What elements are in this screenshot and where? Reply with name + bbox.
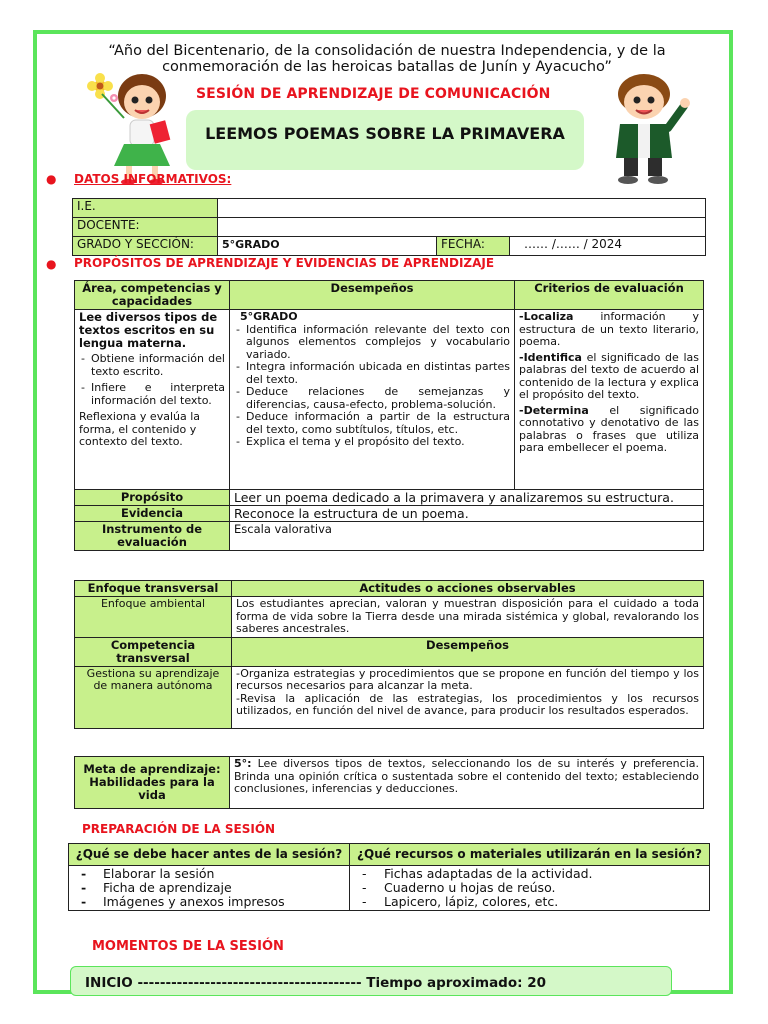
section-momentos: MOMENTOS DE LA SESIÓN [92,939,284,954]
reflexiona-text: Reflexiona y evalúa la forma, el contenido y contexto del texto. [79,410,201,448]
fecha-value: …… /…… / 2024 [510,237,706,256]
grado-label: GRADO Y SECCIÓN: [73,237,218,256]
recurso-item-label: Lapicero, lápiz, colores, etc. [384,894,559,909]
antes-item-label: Imágenes y anexos impresos [103,894,285,909]
criterio-text: el significado connotativo y denotativo de las palabras o frases que utiliza para embellecer el poema. [519,403,699,454]
topic-title: LEEMOS POEMAS SOBRE LA PRIMAVERA [205,124,565,143]
ie-label: I.E. [73,199,218,218]
meta-text: Lee diversos tipos de textos, seleccionando los de su interés y preferencia. Brinda una opinión crítica o sustentada sobre el contenido del texto; estableciendo conclusiones, inferencias y deducciones. [234,757,699,795]
year-motto: “Año del Bicentenario, de la consolidación de nuestra Independencia, y de la conmemoración de las heroicas batallas de Junín y Ayacucho” [108,43,666,75]
docente-label: DOCENTE: [73,218,218,237]
header-antes: ¿Qué se debe hacer antes de la sesión? [69,844,350,866]
desempeno-item: - Identifica información relevante del texto con algunos elementos complejos y vocabulario variado. [246,324,510,362]
proposito-value: Leer un poema dedicado a la primavera y analizaremos su estructura. [230,490,704,506]
header-actitudes: Actitudes o acciones observables [232,581,704,597]
enfoque-table [74,580,704,729]
header-enfoque: Enfoque transversal [75,581,232,597]
meta-grade: 5°: [234,757,252,770]
criterio-text: información y estructura de un texto literario, poema. [519,310,699,348]
desempeno-item: - Explica el tema y el propósito del texto. [246,436,510,449]
recurso-item: - Fichas adaptadas de la actividad. [362,866,593,881]
recurso-item-label: Cuaderno u hojas de reúso. [384,880,556,895]
instrumento-label: Instrumento de evaluación [75,522,230,551]
purpose-table [74,280,704,551]
competencia-transversal-value: Gestiona su aprendizaje de manera autónoma [75,666,232,728]
header-competencia-transversal: Competencia transversal [75,637,232,666]
inicio-text: INICIO ---------------------------------------- Tiempo aproximado: 20 [85,975,547,991]
header-recursos: ¿Qué recursos o materiales utilizarán en la sesión? [350,844,710,866]
fecha-label: FECHA: [437,237,510,256]
girl-illustration [80,66,192,186]
antes-item: - Ficha de aprendizaje [81,880,232,895]
grado-value: 5°GRADO [218,237,437,256]
recurso-item: - Cuaderno u hojas de reúso. [362,880,556,895]
competencia-text: Lee diversos tipos de textos escritos en su lengua materna. [79,310,218,350]
antes-item: - Imágenes y anexos impresos [81,894,285,909]
enfoque-value: Enfoque ambiental [75,597,232,638]
antes-item-label: Ficha de aprendizaje [103,880,232,895]
capacidad-item: - Infiere e interpreta información del texto. [91,382,225,407]
desempeno-grado: 5°GRADO [240,310,298,323]
meta-label: Meta de aprendizaje: Habilidades para la vida [75,757,230,809]
evidencia-value: Reconoce la estructura de un poema. [230,506,704,522]
info-table [72,198,706,256]
criterio-text: el significado de las palabras del texto de acuerdo al contenido de la lectura y explica el propósito del texto. [519,350,699,401]
docente-value[interactable] [218,218,706,237]
recurso-item: - Lapicero, lápiz, colores, etc. [362,894,559,909]
criterio-verb: -Localiza [519,310,574,323]
bullet-icon: ● [46,257,57,271]
ie-value[interactable] [218,199,706,218]
capacidad-item: - Obtiene información del texto escrito. [91,353,225,378]
meta-table [74,756,704,809]
header-desempenos-transversal: Desempeños [232,637,704,666]
section-propositos: PROPÓSITOS DE APRENDIZAJE Y EVIDENCIAS DE APRENDIZAJE [74,256,495,270]
session-title: SESIÓN DE APRENDIZAJE DE COMUNICACIÓN [196,86,551,102]
actitud-value: Los estudiantes aprecian, valoran y muestran disposición para el cuidado a toda forma de vida sobre la Tierra desde una mirada sistémica y global, revalorando los saberes ancestrales. [232,597,704,638]
criterio-verb: -Determina [519,403,589,417]
antes-item-label: Elaborar la sesión [103,866,215,881]
criterio-verb: -Identifica [519,350,582,364]
inicio-banner [70,966,672,996]
desempeno-item: - Integra información ubicada en distintas partes del texto. [246,361,510,386]
desempeno-transversal-item: -Revisa la aplicación de las estrategias, los procedimientos y los recursos utilizados, en función del nivel de avance, para producir los resultados esperados. [236,691,699,717]
antes-item: - Elaborar la sesión [81,866,215,881]
desempeno-item: - Deduce relaciones de semejanzas y diferencias, causa-efecto, problema-solución. [246,386,510,411]
evidencia-label: Evidencia [75,506,230,522]
proposito-label: Propósito [75,490,230,506]
recurso-item-label: Fichas adaptadas de la actividad. [384,866,593,881]
topic-banner [186,110,584,170]
header-criterios: Criterios de evaluación [515,281,704,310]
bullet-icon: ● [46,172,57,186]
section-preparacion: PREPARACIÓN DE LA SESIÓN [82,822,276,836]
header-desempenos: Desempeños [230,281,515,310]
desempeno-item: - Deduce información a partir de la estructura del texto, como subtítulos, títulos, etc. [246,411,510,436]
boy-illustration [598,70,696,186]
desempeno-transversal-item: -Organiza estrategias y procedimientos que se propone en función del tiempo y los recursos necesarios para alcanzar la meta. [236,666,699,692]
section-datos: DATOS INFORMATIVOS: [74,172,232,186]
header-area: Área, competencias y capacidades [75,281,230,310]
preparacion-table [68,843,710,911]
instrumento-value: Escala valorativa [230,522,704,551]
